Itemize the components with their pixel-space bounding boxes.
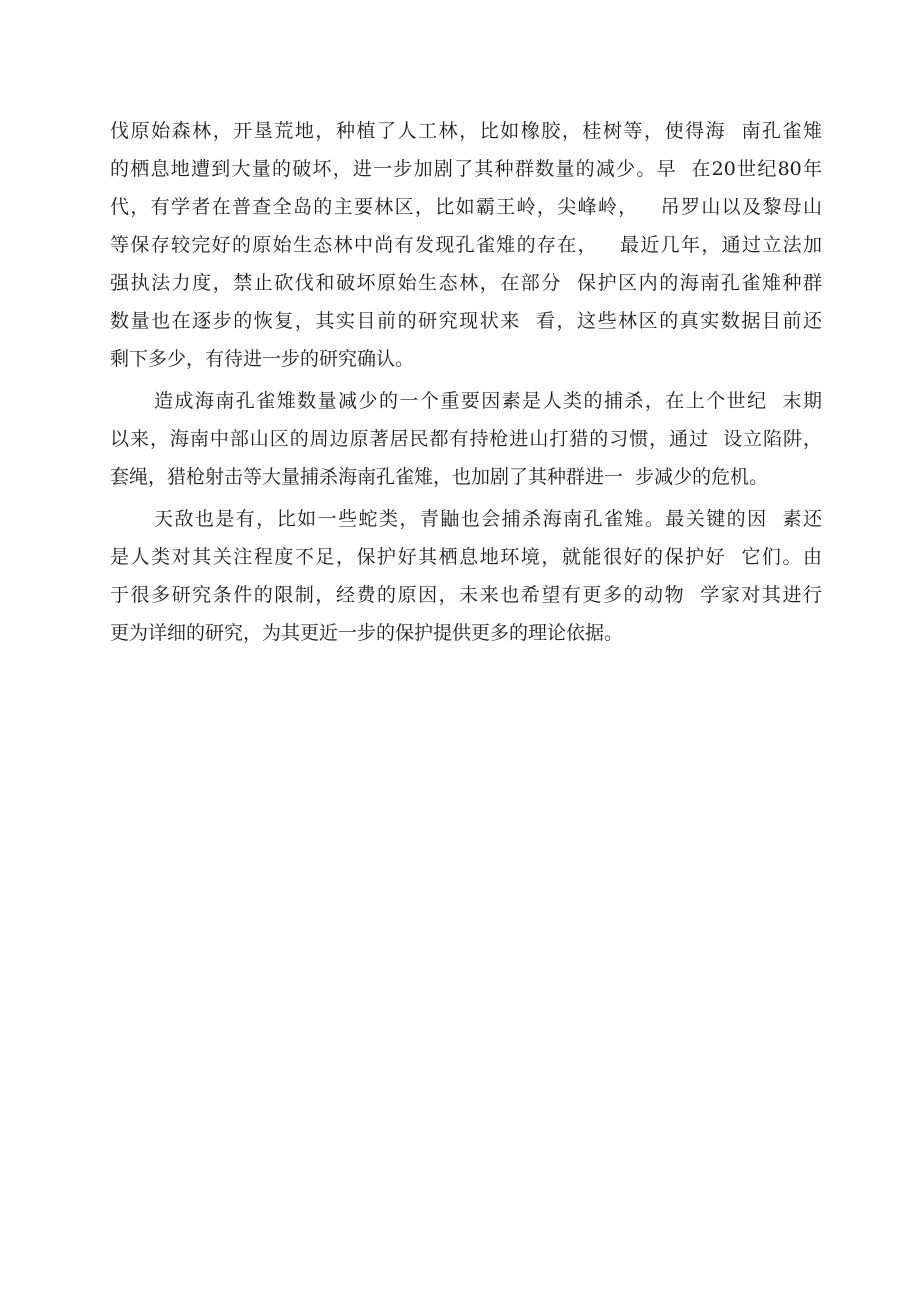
text-line: 的栖息地遭到大量的破坏，进一步加剧了其种群数量的减少。早 在20世纪80年 [110, 158, 822, 180]
text-line: 于很多研究条件的限制，经费的原因，未来也希望有更多的动物 学家对其进行 [110, 584, 822, 606]
text-line: 剩下多少，有待进一步的研究确认。 [110, 348, 415, 370]
text-line: 套绳，猎枪射击等大量捕杀海南孔雀雉，也加剧了其种群进一 步减少的危机。 [110, 466, 769, 488]
text-line: 更为详细的研究，为其更近一步的保护提供更多的理论依据。 [110, 622, 624, 644]
text-line: 强执法力度，禁止砍伐和破坏原始生态林，在部分 保护区内的海南孔雀雉种群 [110, 272, 822, 294]
text-line: 伐原始森林，开垦荒地，种植了人工林，比如橡胶，桂树等，使得海 南孔雀雉 [110, 120, 822, 142]
paragraph-3 [110, 500, 822, 652]
text-line: 以来，海南中部山区的周边原著居民都有持枪进山打猎的习惯，通过 设立陷阱， [110, 428, 822, 450]
text-line: 造成海南孔雀雉数量减少的一个重要因素是人类的捕杀，在上个世纪 末期 [154, 390, 822, 412]
text-line: 代，有学者在普查全岛的主要林区，比如霸王岭，尖峰岭， 吊罗山以及黎母山 [110, 196, 822, 218]
text-line: 天敌也是有，比如一些蛇类，青鼬也会捕杀海南孔雀雉。最关键的因 素还 [154, 508, 822, 530]
text-line: 等保存较完好的原始生态林中尚有发现孔雀雉的存在， 最近几年，通过立法加 [110, 234, 822, 256]
text-line: 是人类对其关注程度不足，保护好其栖息地环境，就能很好的保护好 它们。由 [110, 546, 822, 568]
text-line: 数量也在逐步的恢复，其实目前的研究现状来 看，这些林区的真实数据目前还 [110, 310, 822, 332]
paragraph-2 [110, 382, 822, 496]
paragraph-1 [110, 112, 822, 378]
body-text [110, 112, 822, 656]
